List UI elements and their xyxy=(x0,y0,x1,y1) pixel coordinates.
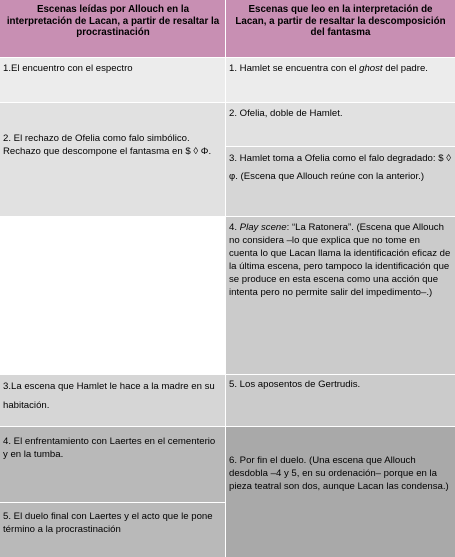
right-row-4 xyxy=(226,216,455,374)
row-divider xyxy=(0,374,455,375)
right-row-1-em: ghost xyxy=(359,63,383,74)
right-row-4-post: : “La Ratonera”. (Escena que Allouch no considera –lo que explica que no tome en cuenta lo que Lacan llama la identificación eficaz de la última escena, pero tampoco la identificación que se produce en esta escena como una acción que intenta pero no permite salir del impedimento–.) xyxy=(229,222,451,298)
left-row-1: 1.El encuentro con el espectro xyxy=(0,57,226,102)
header-right: Escenas que leo en la interpretación de Lacan, a partir de resaltar la descomposición del fantasma xyxy=(226,0,455,57)
right-row-4-pre: 4. xyxy=(229,222,240,233)
left-row-2: 2. El rechazo de Ofelia como falo simbólico. Rechazo que descompone el fantasma en $ ◊ Φ. xyxy=(0,102,226,216)
right-row-5: 5. Los aposentos de Gertrudis. xyxy=(226,374,455,426)
right-row-1-post: del padre. xyxy=(382,63,428,74)
left-row-blank xyxy=(0,216,226,374)
right-row-1 xyxy=(226,57,455,102)
left-row-5: 5. El duelo final con Laertes y el acto que le pone término a la procrastinación xyxy=(0,502,226,557)
row-divider xyxy=(0,216,455,217)
right-row-3: 3. Hamlet toma a Ofelia como el falo degradado: $ ◊ φ. (Escena que Allouch reúne con la anterior.) xyxy=(226,146,455,216)
column-divider xyxy=(225,0,226,557)
row-divider xyxy=(226,146,455,147)
header-left: Escenas leídas por Allouch en la interpretación de Lacan, a partir de resaltar la procrastinación xyxy=(0,0,226,57)
left-row-3: 3.La escena que Hamlet le hace a la madre en su habitación. xyxy=(0,374,226,426)
row-divider xyxy=(0,426,455,427)
right-row-1-pre: 1. Hamlet se encuentra con el xyxy=(229,63,360,74)
right-row-4-em: Play scene xyxy=(239,222,287,233)
row-divider xyxy=(0,102,455,103)
left-row-4: 4. El enfrentamiento con Laertes en el cementerio y en la tumba. xyxy=(0,426,226,502)
row-divider xyxy=(0,57,455,58)
right-row-2: 2. Ofelia, doble de Hamlet. xyxy=(226,102,455,146)
right-row-6: 6. Por fin el duelo. (Una escena que Allouch desdobla –4 y 5, en su ordenación– porque en la pieza teatral son dos, aunque Lacan las condensa.) xyxy=(226,426,455,557)
row-divider xyxy=(0,502,226,503)
